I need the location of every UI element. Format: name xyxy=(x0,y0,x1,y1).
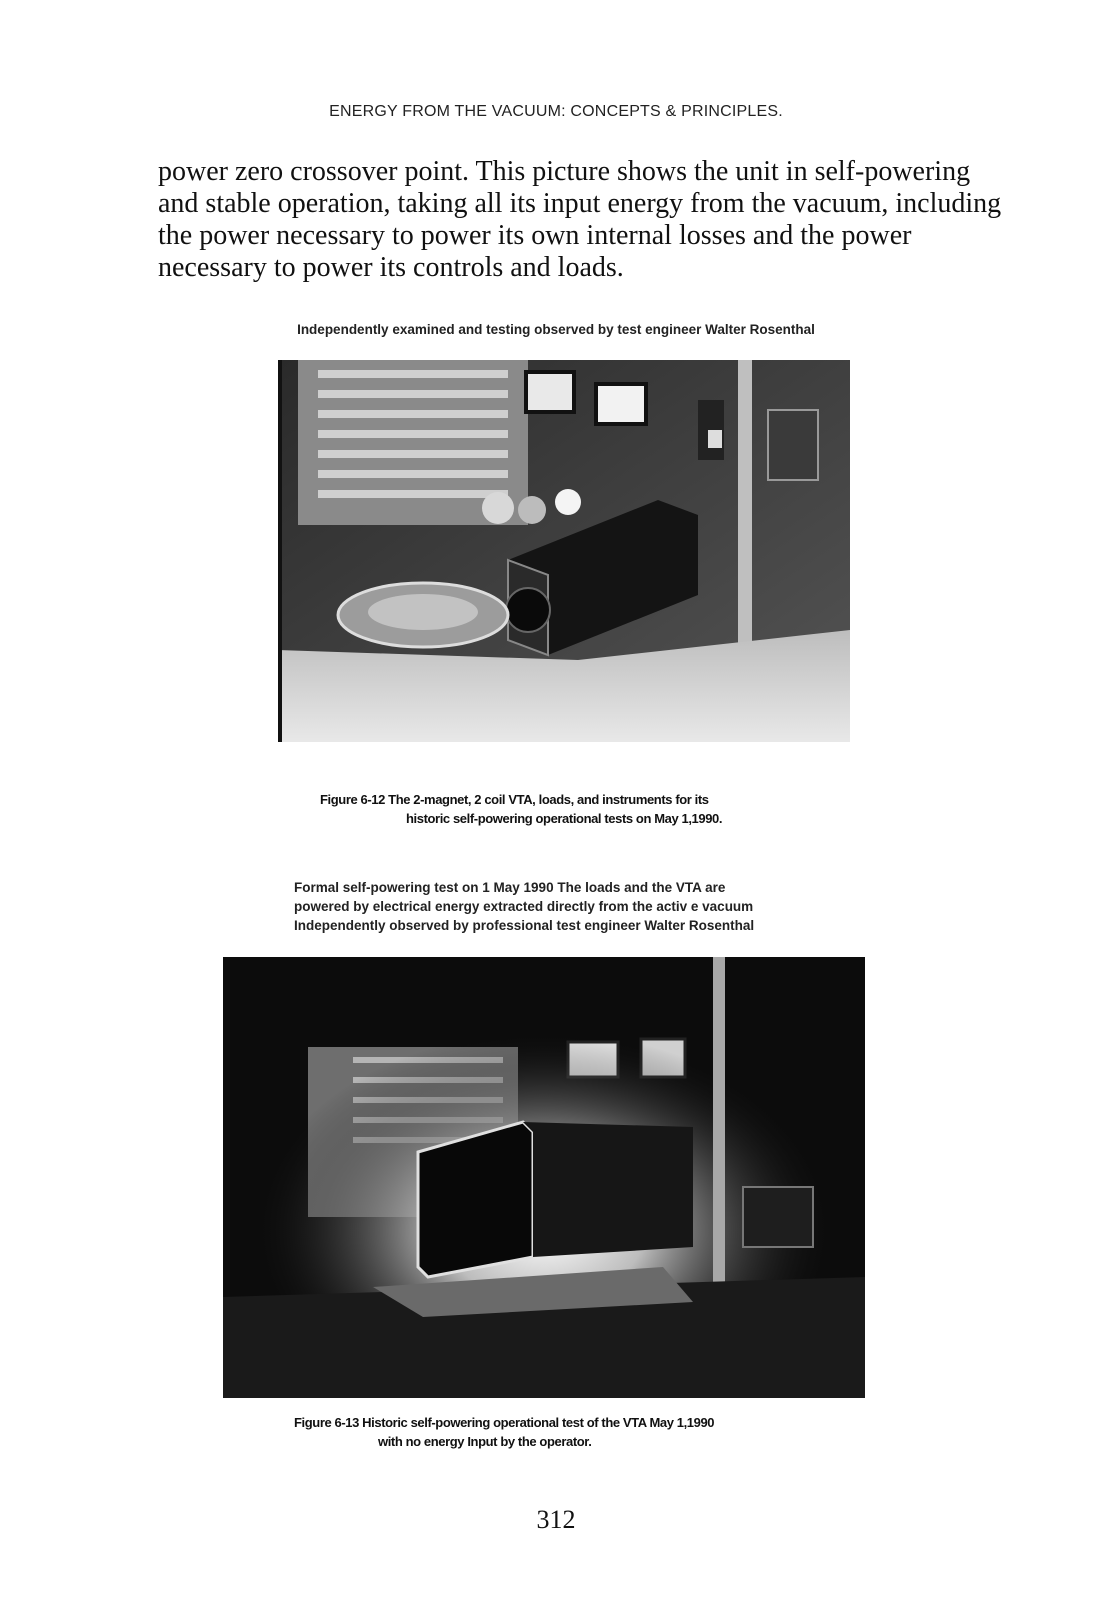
figure-6-13-photo xyxy=(223,957,865,1398)
body-line: the power necessary to power its own internal losses and the power xyxy=(158,220,912,251)
caption-line: historic self-powering operational tests on May 1,1990. xyxy=(406,811,723,826)
body-line: power zero crossover point. This picture shows the unit in self-powering xyxy=(158,156,971,187)
caption-line: powered by electrical energy extracted directly from the activ e vacuum xyxy=(294,899,754,914)
figure-6-12-caption xyxy=(320,790,840,828)
caption-line: Figure 6-12 The 2-magnet, 2 coil VTA, loads, and instruments for its xyxy=(320,792,709,807)
body-line: necessary to power its controls and loads. xyxy=(158,252,624,283)
running-header: ENERGY FROM THE VACUUM: CONCEPTS & PRINCIPLES. xyxy=(329,103,783,120)
caption-line: with no energy Input by the operator. xyxy=(378,1434,592,1449)
vta-photo-image xyxy=(278,360,850,742)
caption-line: Figure 6-13 Historic self-powering operational test of the VTA May 1,1990 xyxy=(294,1415,715,1430)
caption-line: Independently observed by professional test engineer Walter Rosenthal xyxy=(294,918,755,933)
figure-6-13-caption xyxy=(294,1413,854,1451)
figure-6-12-top-caption: Independently examined and testing observed by test engineer Walter Rosenthal xyxy=(297,322,815,337)
body-line: and stable operation, taking all its input energy from the vacuum, including xyxy=(158,188,1002,219)
figure-6-12-photo xyxy=(278,360,850,742)
vta-test-photo-image xyxy=(223,957,865,1398)
body-paragraph xyxy=(158,156,1018,284)
page-number: 312 xyxy=(536,1505,576,1534)
figure-6-13-top-caption xyxy=(294,878,854,935)
caption-line: Formal self-powering test on 1 May 1990 The loads and the VTA are xyxy=(294,880,726,895)
